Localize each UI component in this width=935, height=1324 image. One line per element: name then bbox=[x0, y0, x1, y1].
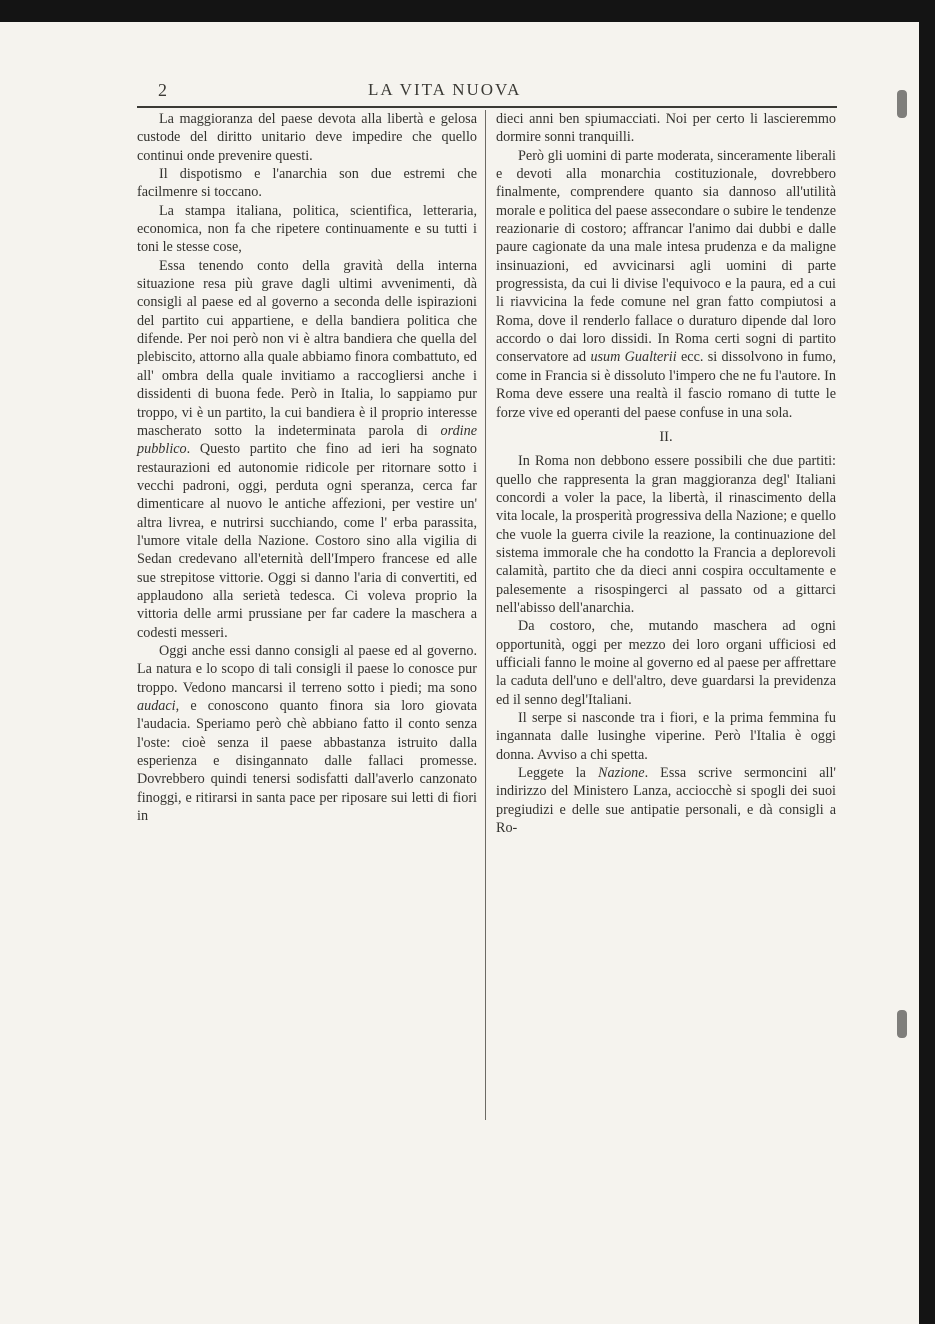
left-column bbox=[137, 110, 477, 825]
text-run: . Questo partito che fino ad ieri ha sognato restaurazioni ed autonomie ridicole per ritornare sotto i vecchi padroni, oggi, perduta ogni speranza, cerca far dimenticare al nuovo le antiche affezioni, per vestire un' altra livrea, e nutrirsi succhiando, come l' erba parassita, l'umore vitale della Nazione. Costoro sino alla vigilia di Sedan credevano all'eternità dell'Impero francese ed alle sue strepitose vittorie. Oggi si danno l'aria di convertiti, ed applaudono alla serietà tedesca. Ci voleva proprio la vittoria delle armi prussiane per far cadere la maschera a codesti messeri. bbox=[137, 441, 477, 641]
text-run: ecc. si dissolvono in fumo, come in Francia si è dissoluto l'impero che ne fu l'autore. In Roma deve essere una realtà il fascio romano di tutte le forze vive ed operanti del paese confuse in una sola. bbox=[496, 349, 837, 421]
scan-edge-mark bbox=[897, 90, 907, 118]
paragraph: Da costoro, che, mutando maschera ad ogni opportunità, oggi per mezzo dei loro organi ufficiosi ed ufficiali fanno le moine al governo ed al paese per affrettare la caduta dell'uno e dell'altro, deve guardarsi la previdenza ed il senno degl'Italiani. bbox=[496, 618, 836, 708]
paragraph bbox=[496, 147, 836, 422]
paragraph: Il dispotismo e l'anarchia son due estremi che facilmenre si toccano. bbox=[137, 166, 477, 201]
italic-phrase: audaci bbox=[137, 698, 176, 714]
text-run: Leggete la bbox=[518, 765, 586, 782]
right-column bbox=[496, 110, 836, 837]
paragraph: In Roma non debbono essere possibili che due partiti: quello che rappresenta la gran maggioranza degl' Italiani concordi a voler la pace, la libertà, il rinascimento della vita locale, la prosperità progressiva della Nazione; e quello che vuole la guerra civile la reazione, la continuazione del sistema immorale che ha condotto la Francia a deplorevoli calamità, partito che da dieci anni cospira occultamente e palesemente a risospingerci al passato od a gittarci nell'abisso dell'anarchia. bbox=[496, 453, 836, 616]
column-divider bbox=[485, 110, 486, 1120]
paragraph: dieci anni ben spiumacciati. Noi per certo li lascieremmo dormire sonni tranquilli. bbox=[496, 111, 836, 146]
section-heading: II. bbox=[659, 428, 673, 445]
paragraph bbox=[137, 257, 477, 642]
page-number: 2 bbox=[158, 80, 167, 100]
scan-top-border bbox=[0, 0, 935, 22]
italic-phrase: ordine pubblico bbox=[137, 422, 477, 458]
italic-phrase: usum Gualterii bbox=[590, 349, 677, 366]
paragraph: La maggioranza del paese devota alla libertà e gelosa custode del diritto unitario deve impedire che quello continui onde prevenire questi. bbox=[137, 111, 477, 164]
scan-right-border bbox=[919, 0, 935, 1324]
paragraph: Il serpe si nasconde tra i fiori, e la prima femmina fu ingannata dalle lusinghe viperine. Però l'Italia è oggi donna. Avviso a chi spetta. bbox=[496, 710, 836, 763]
scan-edge-mark bbox=[897, 1010, 907, 1038]
header-rule bbox=[137, 106, 837, 108]
paragraph bbox=[496, 764, 836, 837]
paragraph bbox=[137, 642, 477, 825]
italic-phrase: Nazione bbox=[598, 765, 645, 782]
text-run: Essa tenendo conto della gravità della interna situazione resa più grave dagli ultimi avvenimenti, dà consigli al paese ed al governo a seconda delle ispirazioni del partito cui appartiene, e della bandiera politica che difende. Per noi però non vi è altra bandiera che quella del plebiscito, attorno alla quale abbiamo finora combattuto, ed all' ombra della quale invitiamo a raccogliersi anche i dissidenti di buona fede. Però in Italia, lo sappiamo pur troppo, vi è un partito, la cui bandiera è il proprio interesse mascherato sotto la indeterminata parola di bbox=[137, 257, 477, 439]
text-run: , e conoscono quanto finora sia loro giovata l'audacia. Speriamo però chè abbiano fatto il conto senza l'oste: cioè senza il paese abbastanza istruito dalla esperienza e disingannato dalle fallaci promesse. Dovrebbero quindi tenersi sodisfatti dall'averlo canzonato finoggi, e ritirarsi in santa pace per riposare sui letti di fiori in bbox=[137, 698, 477, 825]
running-title: LA VITA NUOVA bbox=[368, 80, 522, 99]
text-run: . Essa scrive sermoncini all' indirizzo del Ministero Lanza, acciocchè si spogli dei suoi pregiudizi e delle sue antipatie personali, e dà consigli a Ro- bbox=[496, 765, 836, 837]
text-run: Oggi anche essi danno consigli al paese ed al governo. La natura e lo scopo di tali consigli il paese lo conosce pur troppo. Vedono mancarsi il terreno sotto i piedi; ma sono bbox=[137, 642, 477, 696]
page-header bbox=[138, 74, 838, 100]
paragraph: La stampa italiana, politica, scientifica, letteraria, economica, non fa che ripetere continuamente e su tutti i toni le stesse cose, bbox=[137, 202, 477, 256]
text-run: Però gli uomini di parte moderata, sinceramente liberali e devoti alla monarchia costituzionale, dovrebbero finalmente, comprendere quanto sia dannoso all'utilità morale e politica del paese assecondare o subire le tendenze reazionarie di costoro; affrancar l'animo dai dubbi e dalle paure cagionate da una male intesa prudenza e da maligne insinuazioni, ed avvicinarsi agli uomini di parte progressista, da cui li divise l'equivoco e la paura, ed a cui li riavvicina la fede comune nel gran fatto compiutosi a Roma, dove il renderlo fallace o duraturo dipende dal loro accordo o dai loro dissidi. In Roma certi sogni di partito conservatore ad bbox=[496, 147, 836, 366]
